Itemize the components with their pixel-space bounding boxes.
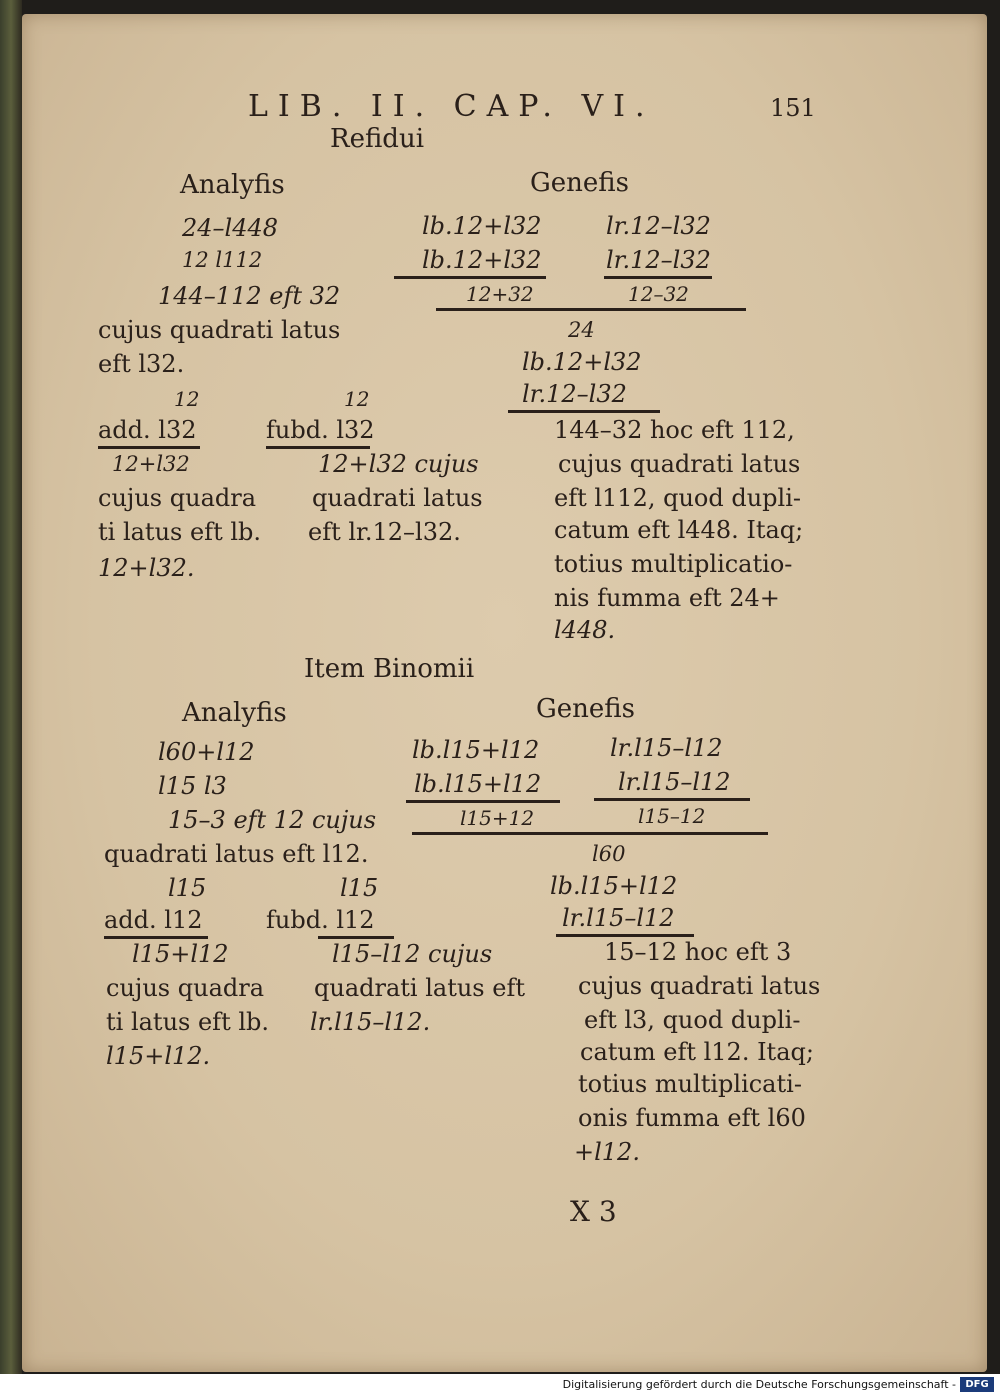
fraction-rule — [508, 410, 660, 413]
analysis-line: 24–l448 — [182, 214, 279, 242]
genesis-line: lb.l15+l12 — [412, 736, 540, 764]
analysis-label: Analyfis — [182, 698, 287, 728]
fraction-rule — [104, 936, 208, 939]
genesis-line: l15–12 — [638, 804, 706, 828]
genesis-line: lb.l15+l12 — [550, 872, 678, 900]
genesis-line: eft l3, quod dupli- — [584, 1006, 801, 1034]
genesis-line: catum eft l12. Itaq; — [580, 1038, 814, 1066]
analysis-line: add. l12 — [104, 906, 203, 934]
fraction-rule — [556, 934, 694, 937]
analysis-label: Analyfis — [180, 170, 285, 200]
fraction-rule — [604, 276, 712, 279]
fraction-rule — [406, 800, 560, 803]
fraction-rule — [318, 936, 394, 939]
genesis-line: 144–32 hoc eft 112, — [554, 416, 795, 444]
analysis-line: 12+l32 cujus — [318, 450, 479, 478]
fraction-rule — [594, 798, 750, 801]
genesis-line: cujus quadrati latus — [578, 972, 821, 1000]
analysis-line: l15–l12 cujus — [332, 940, 493, 968]
analysis-line: ti latus eft lb. — [106, 1008, 270, 1036]
fraction-rule — [412, 832, 768, 835]
genesis-line: lb.12+l32 — [422, 212, 542, 240]
analysis-line: 12+l32 — [112, 452, 190, 476]
genesis-line: 15–12 hoc eft 3 — [604, 938, 792, 966]
fraction-rule — [266, 446, 370, 449]
analysis-line: l15 — [168, 874, 207, 902]
analysis-line: quadrati latus eft — [314, 974, 525, 1002]
analysis-line: l60+l12 — [158, 738, 255, 766]
genesis-line: l60 — [592, 842, 626, 866]
analysis-line: fubd. l32 — [266, 416, 375, 444]
analysis-line: l15 l3 — [158, 772, 227, 800]
fraction-rule — [436, 308, 746, 311]
analysis-line: cujus quadra — [106, 974, 265, 1002]
dfg-logo: DFG — [960, 1377, 994, 1392]
genesis-line: 12+32 — [466, 282, 534, 306]
fraction-rule — [98, 446, 200, 449]
analysis-line: 144–112 eft 32 — [158, 282, 341, 310]
genesis-line: eft l112, quod dupli- — [554, 484, 802, 512]
genesis-line: lb.12+l32 — [422, 246, 542, 274]
genesis-line: catum eft l448. Itaq; — [554, 516, 804, 544]
analysis-line: lr.l15–l12. — [310, 1008, 431, 1036]
analysis-line: l15+l12. — [106, 1042, 211, 1070]
genesis-label: Genefis — [530, 168, 629, 198]
genesis-line: lr.l15–l12 — [610, 734, 723, 762]
analysis-line: 12 l112 — [182, 248, 263, 272]
analysis-line: l15+l12 — [132, 940, 229, 968]
book-page — [22, 14, 987, 1372]
analysis-line: 12 — [344, 387, 370, 411]
genesis-line: +l12. — [574, 1138, 640, 1166]
genesis-line: lr.l15–l12 — [562, 904, 675, 932]
book-spine — [0, 0, 22, 1395]
analysis-line: cujus quadra — [98, 484, 257, 512]
genesis-line: nis fumma eft 24+ — [554, 584, 780, 612]
footer-bar — [0, 1374, 1000, 1395]
genesis-line: lr.12–l32 — [522, 380, 627, 408]
running-head: LIB. II. CAP. VI. — [248, 89, 655, 124]
signature-mark: X 3 — [570, 1195, 617, 1228]
genesis-line: 24 — [568, 318, 595, 342]
genesis-line: totius multiplicatio- — [554, 550, 793, 578]
analysis-line: quadrati latus eft l12. — [104, 840, 369, 868]
genesis-line: l448. — [554, 616, 616, 644]
analysis-line: fubd. l12 — [266, 906, 375, 934]
analysis-line: quadrati latus — [312, 484, 483, 512]
genesis-line: l15+12 — [460, 806, 535, 830]
footer-credit: Digitalisierung gefördert durch die Deutsche Forschungsgemeinschaft - — [562, 1378, 956, 1391]
section-title-residui: Refidui — [330, 124, 425, 154]
analysis-line: 15–3 eft 12 cujus — [168, 806, 377, 834]
analysis-line: cujus quadrati latus — [98, 316, 341, 344]
analysis-line: add. l32 — [98, 416, 197, 444]
genesis-label: Genefis — [536, 694, 635, 724]
genesis-line: onis fumma eft l60 — [578, 1104, 806, 1132]
genesis-line: lr.12–l32 — [606, 246, 711, 274]
section-title-binomii: Item Binomii — [304, 654, 475, 684]
analysis-line: eft lr.12–l32. — [308, 518, 461, 546]
genesis-line: totius multiplicati- — [578, 1070, 802, 1098]
analysis-line: l15 — [340, 874, 379, 902]
genesis-line: lb.l15+l12 — [414, 770, 542, 798]
genesis-line: 12–32 — [628, 282, 689, 306]
genesis-line: lr.12–l32 — [606, 212, 711, 240]
analysis-line: 12 — [174, 387, 200, 411]
fraction-rule — [394, 276, 546, 279]
genesis-line: cujus quadrati latus — [558, 450, 801, 478]
analysis-line: eft l32. — [98, 350, 185, 378]
genesis-line: lr.l15–l12 — [618, 768, 731, 796]
genesis-line: lb.12+l32 — [522, 348, 642, 376]
analysis-line: ti latus eft lb. — [98, 518, 262, 546]
page-number: 151 — [770, 94, 816, 122]
analysis-line: 12+l32. — [98, 554, 195, 582]
